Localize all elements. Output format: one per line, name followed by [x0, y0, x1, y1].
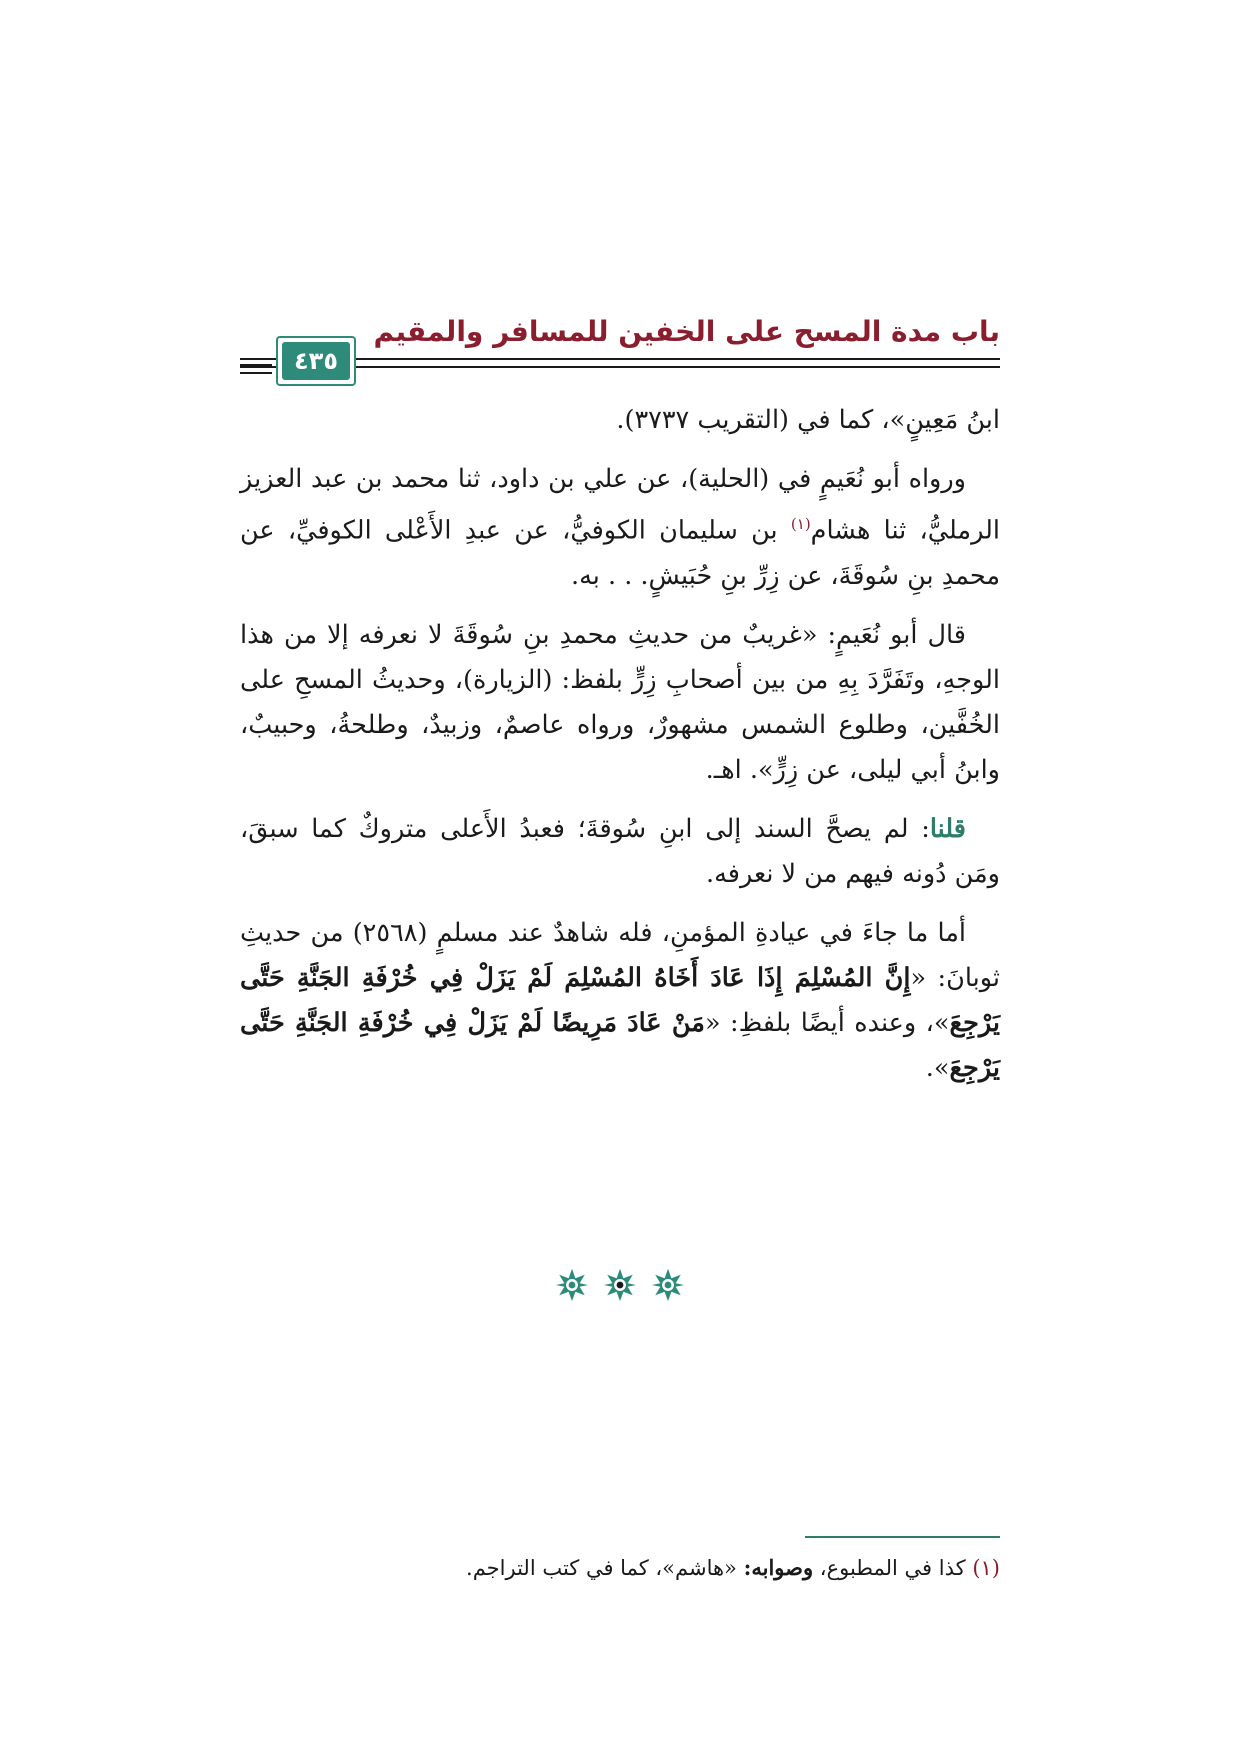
section-end-ornament: [520, 1268, 720, 1308]
paragraph-5: [240, 911, 1000, 1091]
qulna-lead: قلنا: [929, 813, 966, 844]
paragraph-2: [240, 457, 1000, 599]
flower-ornament-icon: [651, 1268, 685, 1302]
hadith-quote-2: مَنْ عَادَ مَرِيضًا لَمْ يَزَلْ فِي خُرْفَةِ الجَنَّةِ حَتَّى يَرْجِعَ: [240, 1007, 1000, 1083]
paragraph-4: [240, 807, 1000, 897]
paragraph-2-text-b: بن سليمان الكوفيُّ، عن عبدِ الأَعْلى الكوفيِّ، عن محمدِ بنِ سُوقَةَ، عن زِرِّ بنِ حُبَيشٍ. . . به.: [240, 515, 1000, 591]
footnote-text-b: «هاشم»، كما في كتب التراجم.: [466, 1556, 744, 1580]
paragraph-2-text-a: ورواه أبو نُعَيمٍ في (الحلية)، عن علي بن داود، ثنا محمد بن عبد العزيز الرمليُّ، ثنا هشام: [240, 464, 1000, 546]
paragraph-4-text: : لم يصحَّ السند إلى ابنِ سُوقةَ؛ فعبدُ الأَعلى متروكٌ كما سبقَ، ومَن دُونه فيهم من لا نعرفه.: [240, 813, 1000, 889]
flower-ornament-icon: [555, 1268, 589, 1302]
page-number: ٤٣٥: [282, 342, 350, 380]
footnote-text-a: كذا في المطبوع،: [813, 1556, 973, 1580]
footnote-rule: [805, 1536, 1000, 1538]
paragraph-1: ابنُ مَعِينٍ»، كما في (التقريب ٣٧٣٧).: [616, 405, 1000, 435]
footnote-number: (١): [972, 1556, 1000, 1580]
flower-ornament-icon: [603, 1268, 637, 1302]
header-rule-left: [240, 364, 272, 374]
footnote: [240, 1548, 1000, 1588]
hadith-quote-1: إِنَّ المُسْلِمَ إِذَا عَادَ أَخَاهُ المُسْلِمَ لَمْ يَزَلْ فِي خُرْفَةِ الجَنَّةِ حَتَّى يَرْجِعَ: [240, 962, 1001, 1038]
paragraph-5-text-b: »، وعنده أيضًا بلفظِ: «: [704, 1007, 950, 1038]
paragraph-5-text-a: أما ما جاءَ في عيادةِ المؤمنِ، فله شاهدٌ عند مسلمٍ (٢٥٦٨) من حديثِ ثوبانَ: «: [240, 917, 1000, 993]
page-number-badge: [276, 336, 356, 386]
footnote-bold: وصوابه:: [743, 1555, 814, 1580]
paragraph-5-text-c: ».: [925, 1052, 950, 1083]
running-title: باب مدة المسح على الخفين للمسافر والمقيم: [373, 315, 1000, 348]
footnote-marker[interactable]: (١): [790, 515, 811, 533]
paragraph-3: قال أبو نُعَيمٍ: «غريبٌ من حديثِ محمدِ بنِ سُوقَةَ لا نعرفه إلا من هذا الوجهِ، وتَفَرَّدَ بِهِ من بين أصحابِ زِرٍّ بلفظ: (الزيارة)، وحديثُ المسحِ على الخُفَّين، وطلوع الشمس مشهورٌ، ورواه عاصمٌ، وزبيدٌ، وطلحةُ، وحبيبٌ، وابنُ أبي ليلى، عن زِرٍّ». اهـ.: [240, 619, 1000, 785]
body-text: [240, 398, 1000, 1105]
